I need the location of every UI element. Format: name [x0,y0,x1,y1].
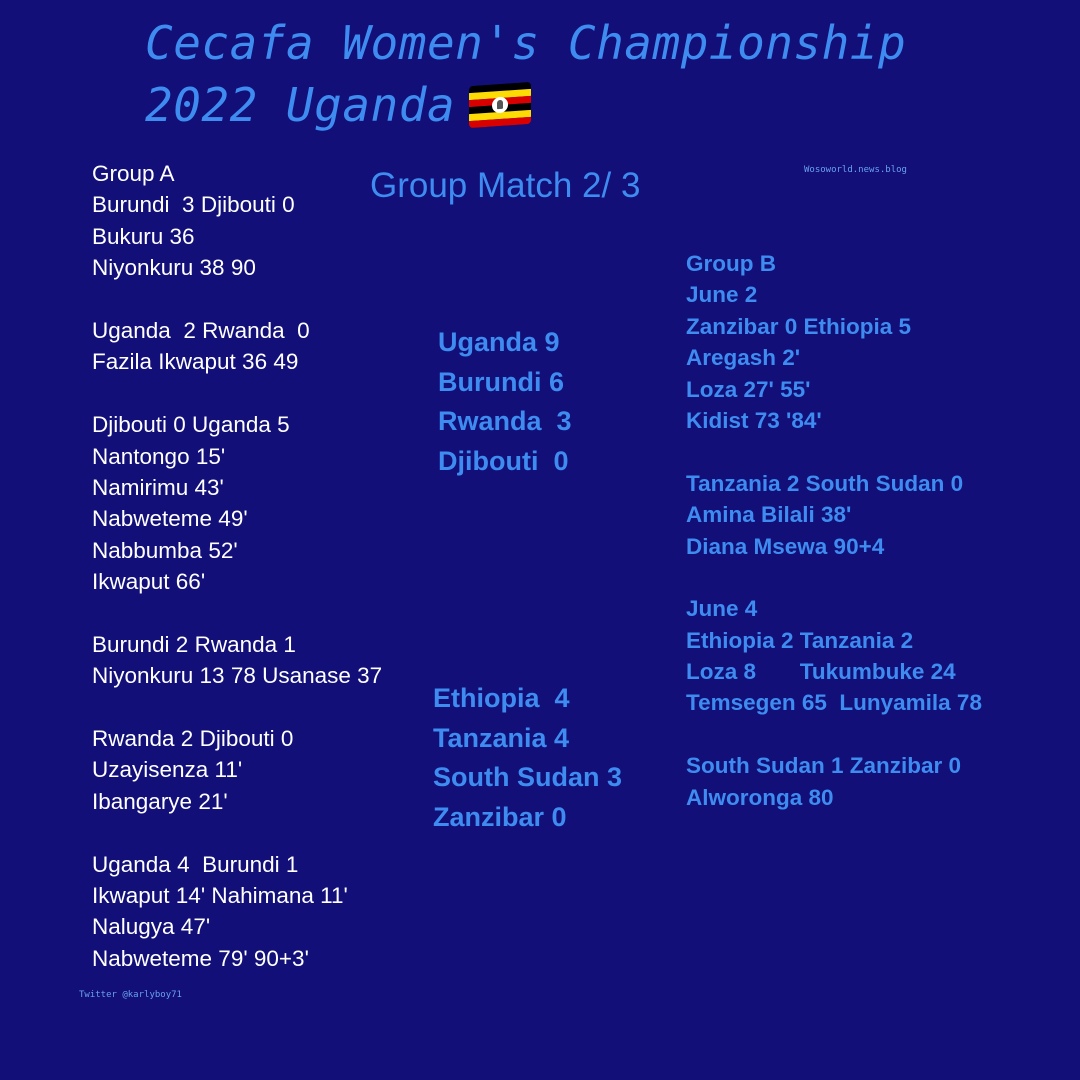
result-line: Rwanda 2 Djibouti 0 [92,726,294,752]
title-line-2-text: 2022 Uganda [145,78,456,132]
result-line: Loza 8 Tukumbuke 24 [686,659,956,685]
result-line: Kidist 73 '84' [686,407,822,433]
spacer [686,562,982,593]
spacer [686,436,982,467]
spacer [686,719,982,750]
result-line: Burundi 2 Rwanda 1 [92,631,296,657]
result-line: Djibouti 0 Uganda 5 [92,412,290,438]
group-a-standings [438,323,572,481]
spacer [92,817,382,848]
result-line: Ethiopia 2 Tanzania 2 [686,627,914,653]
standing-row: Ethiopia 4 [433,683,570,713]
standing-row: Burundi 6 [438,366,564,397]
result-line: Uzayisenza 11' [92,757,243,783]
result-line: South Sudan 1 Zanzibar 0 [686,753,962,779]
spacer [92,378,382,409]
result-line: June 4 [686,596,758,622]
result-line: Uganda 4 Burundi 1 [92,851,299,877]
standing-row: Rwanda 3 [438,406,572,437]
twitter-credit: Twitter @karlyboy71 [79,990,182,1000]
result-line: Diana Msewa 90+4 [686,533,885,559]
standing-row: Uganda 9 [438,327,560,357]
result-line: Temsegen 65 Lunyamila 78 [686,690,982,716]
result-line: Fazila Ikwaput 36 49 [92,349,299,375]
result-line: Aregash 2' [686,345,801,371]
result-line: Niyonkuru 13 78 Usanase 37 [92,663,383,689]
result-line: Nabbumba 52' [92,537,238,563]
spacer [92,284,382,315]
watermark-credit: Wosoworld.news.blog [804,165,907,175]
standing-row: Djibouti 0 [438,445,569,476]
result-line: Nantongo 15' [92,443,226,469]
section-subtitle: Group Match 2/ 3 [370,166,641,205]
result-line: Ikwaput 66' [92,569,206,595]
group-b-standings [433,679,622,837]
result-line: Zanzibar 0 Ethiopia 5 [686,313,912,339]
uganda-flag-icon [469,81,531,127]
title-line-2 [145,74,906,136]
result-line: June 2 [686,282,758,308]
spacer [92,692,382,723]
standing-row: South Sudan 3 [433,762,622,793]
standing-row: Tanzania 4 [433,722,570,753]
result-line: Nalugya 47' [92,914,211,940]
group-a-results [92,158,382,974]
result-line: Burundi 3 Djibouti 0 [92,192,295,218]
result-line: Group B [686,251,776,276]
result-line: Uganda 2 Rwanda 0 [92,317,310,343]
result-line: Niyonkuru 38 90 [92,255,256,281]
result-line: Alworonga 80 [686,784,834,810]
result-line: Nabweteme 49' [92,506,248,532]
poster-title [145,12,906,136]
result-line: Ikwaput 14' Nahimana 11' [92,882,348,908]
result-line: Nabweteme 79' 90+3' [92,945,309,971]
group-b-results [686,248,982,813]
standing-row: Zanzibar 0 [433,801,567,832]
result-line: Amina Bilali 38' [686,502,852,528]
result-line: Bukuru 36 [92,223,195,249]
result-line: Loza 27' 55' [686,376,811,402]
result-line: Tanzania 2 South Sudan 0 [686,470,964,496]
spacer [92,597,382,628]
result-line: Group A [92,161,175,186]
title-line-1: Cecafa Women's Championship [145,16,907,70]
result-line: Ibangarye 21' [92,788,228,814]
result-line: Namirimu 43' [92,474,224,500]
